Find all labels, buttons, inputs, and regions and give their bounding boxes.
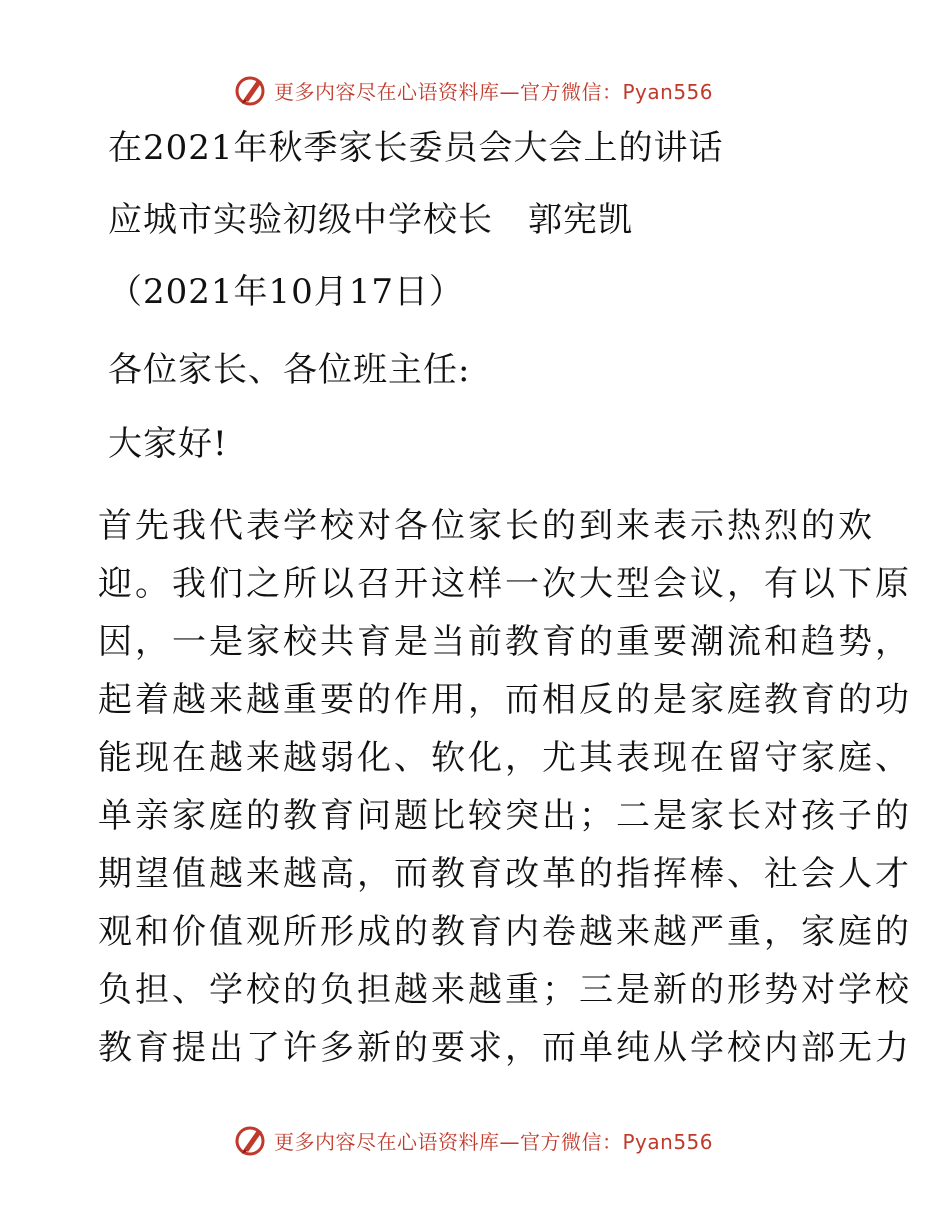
pen-logo-icon: [234, 73, 268, 107]
document-author: 应城市实验初级中学校长 郭宪凯: [108, 200, 633, 240]
header-watermark: [234, 72, 713, 108]
salutation: 各位家长、各位班主任:: [108, 350, 471, 390]
body-line: 教育提出了许多新的要求，而单纯从学校内部无力: [98, 1028, 912, 1068]
body-line: 迎。我们之所以召开这样一次大型会议，有以下原: [98, 564, 912, 604]
document-title: 在2021年秋季家长委员会大会上的讲话: [108, 128, 724, 168]
footer-watermark: [234, 1122, 713, 1158]
watermark-text: 更多内容尽在心语资料库—官方微信：Pyan556: [274, 79, 714, 104]
body-line: 负担、学校的负担越来越重；三是新的形势对学校: [98, 970, 912, 1010]
greeting: 大家好!: [108, 424, 228, 464]
body-line: 首先我代表学校对各位家长的到来表示热烈的欢: [98, 506, 875, 546]
body-line: 单亲家庭的教育问题比较突出；二是家长对孩子的: [98, 796, 912, 836]
document-date: （2021年10月17日）: [108, 272, 465, 312]
body-line: 起着越来越重要的作用，而相反的是家庭教育的功: [98, 680, 912, 720]
pen-logo-icon: [234, 1123, 268, 1157]
body-line: 因，一是家校共育是当前教育的重要潮流和趋势，: [98, 622, 912, 662]
body-line: 观和价值观所形成的教育内卷越来越严重，家庭的: [98, 912, 912, 952]
body-line: 能现在越来越弱化、软化，尤其表现在留守家庭、: [98, 738, 912, 778]
body-line: 期望值越来越高，而教育改革的指挥棒、社会人才: [98, 854, 912, 894]
watermark-text: 更多内容尽在心语资料库—官方微信：Pyan556: [274, 1129, 714, 1154]
body-paragraph: [98, 497, 912, 1077]
